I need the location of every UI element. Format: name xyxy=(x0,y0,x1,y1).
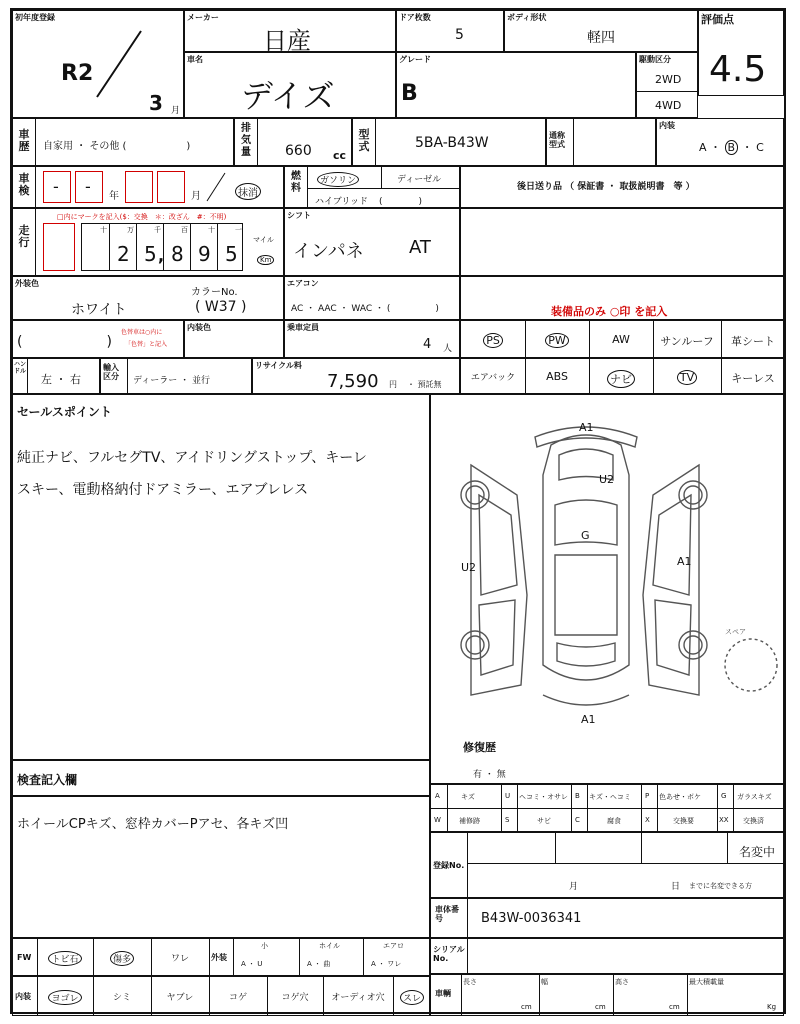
recycle-yen: 円 xyxy=(389,380,397,389)
mile-unit: マイル xyxy=(253,236,274,244)
shift-cell xyxy=(284,208,460,276)
registration-label: 登録No. xyxy=(433,861,465,870)
first-reg-label: 初年度登録 xyxy=(15,13,55,22)
grade-label: グレード xyxy=(399,55,431,64)
legend-desc: キズ xyxy=(461,793,475,801)
equipment-navi: ナビ xyxy=(589,370,653,388)
fw-crack: ワレ xyxy=(170,954,189,964)
repaint-note-2: 「色替」と記入 xyxy=(125,341,168,348)
slash-mark xyxy=(93,29,143,99)
int-dirt: ヨゴレ xyxy=(37,990,93,1005)
mileage-digit: 5 xyxy=(225,242,238,266)
grade-cell xyxy=(396,52,636,118)
serial-label: シリアルNo. xyxy=(433,945,465,963)
handle-value: 左 ・ 右 xyxy=(41,373,81,386)
damage-mark: U2 xyxy=(599,473,615,486)
legend-code: P xyxy=(645,792,650,800)
repair-history-value: 有 ・ 無 xyxy=(473,770,506,780)
interior-grade-c: C xyxy=(756,141,764,154)
body-value: 軽四 xyxy=(587,30,615,46)
repair-history-label: 修復歴 xyxy=(463,741,496,754)
fw-scratch-many: 傷多 xyxy=(93,951,151,966)
width-unit: cm xyxy=(595,1003,606,1011)
car-diagram-cell xyxy=(430,394,784,784)
height-label: 高さ xyxy=(615,978,629,986)
sales-point-line-1: 純正ナビ、フルセグTV、アイドリングストップ、キーレ xyxy=(17,450,367,466)
equipment-row-1 xyxy=(460,320,784,358)
mileage-digit: 5 xyxy=(144,242,157,266)
later-docs: 後日送り品 （ 保証書 ・ 取扱説明書 等 ） xyxy=(517,182,695,192)
width-label: 幅 xyxy=(541,978,548,986)
legend-desc: 腐食 xyxy=(607,817,621,825)
fw-chip: トビ石 xyxy=(37,951,93,966)
first-reg-month-unit: 月 xyxy=(171,106,181,116)
doors-label: ドア枚数 xyxy=(399,13,431,22)
legend-code: X xyxy=(645,816,650,824)
model-cell xyxy=(352,118,546,166)
int-label: 内装 xyxy=(15,992,31,1001)
equipment-sunroof: サンルーフ xyxy=(660,335,714,348)
recycle-value: 7,590 xyxy=(327,371,379,392)
score-label: 評価点 xyxy=(701,13,734,26)
history-label: 車歴 xyxy=(18,128,30,153)
inspection-label: 車検 xyxy=(18,172,30,197)
inspection-dash-1: - xyxy=(53,177,59,196)
length-label: 長さ xyxy=(463,978,477,986)
later-docs-cell xyxy=(460,166,784,208)
later-docs-blank xyxy=(460,208,784,276)
doors-cell xyxy=(396,10,504,52)
legend-desc: ヘコミ・オサレ xyxy=(519,793,568,801)
damage-mark: A1 xyxy=(677,555,692,568)
legend-code: A xyxy=(435,792,440,800)
ac-cell xyxy=(284,276,460,320)
capacity-unit: 人 xyxy=(443,344,453,354)
drive-4wd: 4WD xyxy=(655,99,682,112)
exterior-color-value: ホワイト xyxy=(71,302,127,318)
equipment-pw: PW xyxy=(525,333,589,348)
model-label: 型式 xyxy=(358,128,370,153)
displacement-label: 排気量 xyxy=(241,123,251,158)
height-unit: cm xyxy=(669,1003,680,1011)
equipment-ps: PS xyxy=(461,333,525,348)
recycle-label: リサイクル料 xyxy=(255,361,302,370)
ac-label: エアコン xyxy=(287,279,319,288)
maker-label: メーカー xyxy=(187,13,219,22)
legend-code: S xyxy=(505,816,510,824)
length-unit: cm xyxy=(521,1003,532,1011)
fuel-cell xyxy=(284,166,460,208)
equipment-header: 装備品のみ ○印 を記入 xyxy=(551,305,668,318)
fw-label: FW xyxy=(17,953,32,962)
legend-code: XX xyxy=(719,816,729,824)
repaint-paren: ( ) xyxy=(17,334,112,350)
sales-point-cell xyxy=(12,394,430,760)
damage-mark: A1 xyxy=(581,713,596,726)
import-label: 輸入区分 xyxy=(103,363,119,381)
first-reg-era: R2 xyxy=(61,61,94,86)
inspection-notes-label: 検査記入欄 xyxy=(17,773,78,787)
grade-value: B xyxy=(401,81,418,106)
damage-mark: G xyxy=(581,529,590,542)
legend-code: G xyxy=(721,792,727,800)
score-value: 4.5 xyxy=(709,49,767,90)
legend-desc: 色あせ・ボケ xyxy=(659,793,701,801)
int-audio-hole: オーディオ穴 xyxy=(331,993,385,1003)
displacement-value: 660 xyxy=(285,143,312,159)
km-unit: Km xyxy=(257,255,274,265)
aero-options: A ・ ワレ xyxy=(371,960,402,968)
ext-label: 外装 xyxy=(211,953,227,962)
car-name-label: 車名 xyxy=(187,55,203,64)
equipment-tv: TV xyxy=(653,370,721,385)
interior-grade-label: 内装 xyxy=(659,121,675,130)
cc-unit: cc xyxy=(333,149,347,162)
capacity-value: 4 xyxy=(423,337,432,352)
handle-label: ハンドル xyxy=(14,361,27,375)
interior-row xyxy=(12,976,430,1016)
inspection-date-cell xyxy=(12,166,284,208)
fuel-hybrid-paren: ( ) xyxy=(379,197,423,207)
mileage-note: □内にマークを記入($：交換 ＊：改ざん #：不明) xyxy=(57,213,227,221)
wheel-options: A ・ 曲 xyxy=(307,960,331,968)
ext-small-options: A ・ U xyxy=(241,960,263,968)
chassis-cell xyxy=(430,898,784,938)
damage-legend xyxy=(430,784,784,832)
first-reg-month: 3 xyxy=(149,91,163,115)
color-no-value: ( W37 ) xyxy=(195,299,247,315)
history-value: 自家用 ・ その他 ( ) xyxy=(43,141,191,152)
interior-grade-cell xyxy=(656,118,784,166)
legend-desc: 補修跡 xyxy=(459,817,480,825)
equipment-leather: 革シート xyxy=(731,335,775,348)
car-name-value: デイズ xyxy=(241,77,335,115)
drive-label: 駆動区分 xyxy=(639,55,671,64)
exterior-color-cell xyxy=(12,276,284,320)
legend-code: B xyxy=(575,792,580,800)
repaint-cell xyxy=(12,320,184,358)
registration-day: 日 xyxy=(671,882,681,892)
inspection-dash-2: - xyxy=(85,177,91,196)
interior-grade-options: A ・ B ・ C xyxy=(699,141,764,154)
shift-value: インパネ xyxy=(293,241,364,262)
fuel-label: 燃料 xyxy=(291,171,301,194)
history-cell xyxy=(12,118,234,166)
fuel-gasoline: ガソリン xyxy=(317,172,359,187)
legend-code: U xyxy=(505,792,511,800)
serial-cell xyxy=(430,938,784,974)
legend-desc: 交換済 xyxy=(743,817,764,825)
recycle-deposit: ・ 預託無 xyxy=(407,380,442,389)
legend-desc: ガラスキズ xyxy=(737,793,772,801)
mileage-digit: 2 xyxy=(117,242,130,266)
chassis-label: 車体番号 xyxy=(435,905,459,923)
maker-cell xyxy=(184,10,396,52)
int-stain: シミ xyxy=(112,993,131,1003)
mileage-digit: 9 xyxy=(198,242,211,266)
color-no-label: カラーNo. xyxy=(191,287,238,298)
fw-row xyxy=(12,938,430,976)
vehicle-spec-cell xyxy=(430,974,784,1016)
body-cell xyxy=(504,10,698,52)
fuel-hybrid: ハイブリッド xyxy=(315,197,369,207)
registration-month: 月 xyxy=(569,882,579,892)
int-burn: コゲ xyxy=(228,993,247,1003)
equipment-row-2 xyxy=(460,358,784,394)
doors-value: 5 xyxy=(455,27,464,43)
registration-deadline: までに名変できる方 xyxy=(689,882,752,890)
shift-type: AT xyxy=(409,237,431,258)
int-burn-hole: コゲ穴 xyxy=(281,993,309,1003)
equipment-airbag: エアバック xyxy=(470,373,516,383)
interior-color-label: 内装色 xyxy=(187,323,211,332)
wheel-label: ホイル xyxy=(319,942,340,950)
mileage-digits: 十 万 千 百 十 一 2 5 8 9 5 , xyxy=(81,223,243,271)
fuel-diesel: ディーゼル xyxy=(397,175,442,185)
legend-code: C xyxy=(575,816,580,824)
unregistered-label: 抹消 xyxy=(235,183,261,200)
shift-label: シフト xyxy=(287,211,311,220)
legend-desc: 交換要 xyxy=(673,817,694,825)
inspection-notes-body xyxy=(12,796,430,938)
first-registration-cell xyxy=(12,10,184,118)
drive-cell xyxy=(636,52,698,118)
inspection-notes-text: ホイールCPキズ、窓枠カバーPアセ、各キズ凹 xyxy=(17,817,289,832)
month-unit: 月 xyxy=(191,191,201,202)
mileage-label: 走行 xyxy=(18,224,30,249)
int-tear: ヤブレ xyxy=(166,993,194,1003)
equipment-abs: ABS xyxy=(546,370,568,383)
equipment-aw: AW xyxy=(612,333,630,346)
ac-value: AC ・ AAC ・ WAC ・ ( ) xyxy=(291,304,439,314)
common-model-cell xyxy=(546,118,656,166)
legend-code: W xyxy=(434,816,441,824)
vehicle-spec-label: 車輌 xyxy=(435,989,451,998)
maker-value: 日産 xyxy=(263,27,311,52)
load-label: 最大積載量 xyxy=(689,978,724,986)
import-cell xyxy=(100,358,252,394)
load-unit: Kg xyxy=(767,1003,777,1011)
year-unit: 年 xyxy=(109,191,119,202)
car-name-cell xyxy=(184,52,396,118)
name-change: 名変中 xyxy=(739,845,776,859)
mileage-cell xyxy=(12,208,284,276)
capacity-cell xyxy=(284,320,460,358)
exterior-color-label: 外装色 xyxy=(15,279,39,288)
registration-cell xyxy=(430,832,784,898)
mileage-digit: 8 xyxy=(171,242,184,266)
sales-point-line-2: スキー、電動格納付ドアミラー、エアブレレス xyxy=(17,482,309,498)
interior-grade-b: B xyxy=(725,140,739,155)
ext-small-label: 小 xyxy=(261,942,268,950)
interior-grade-a: A xyxy=(699,141,707,154)
damage-mark: U2 xyxy=(461,561,477,574)
capacity-label: 乗車定員 xyxy=(287,323,319,332)
equipment-header-cell xyxy=(460,276,784,320)
recycle-cell xyxy=(252,358,460,394)
inspection-notes-header xyxy=(12,760,430,796)
equipment-keyless: キーレス xyxy=(731,372,775,385)
handle-cell xyxy=(12,358,100,394)
body-label: ボディ形状 xyxy=(507,13,547,22)
sales-point-label: セールスポイント xyxy=(17,405,112,419)
chassis-value: B43W-0036341 xyxy=(481,911,582,926)
car-diagram xyxy=(431,395,784,725)
repaint-note-1: 色替車は○内に xyxy=(121,329,163,336)
auction-sheet xyxy=(10,8,786,1014)
legend-desc: サビ xyxy=(537,817,551,825)
drive-2wd: 2WD xyxy=(655,73,682,86)
model-value: 5BA-B43W xyxy=(415,135,489,151)
legend-desc: キズ・ヘコミ xyxy=(589,793,631,801)
common-model-label: 通称型式 xyxy=(549,131,565,149)
interior-color-cell xyxy=(184,320,284,358)
damage-mark: A1 xyxy=(579,421,594,434)
score-cell xyxy=(698,10,784,96)
displacement-cell xyxy=(234,118,352,166)
import-value: ディーラー ・ 並行 xyxy=(133,376,211,386)
spare-label: スペア xyxy=(725,628,746,636)
aero-label: エアロ xyxy=(383,942,404,950)
int-scuff: スレ xyxy=(393,990,430,1005)
